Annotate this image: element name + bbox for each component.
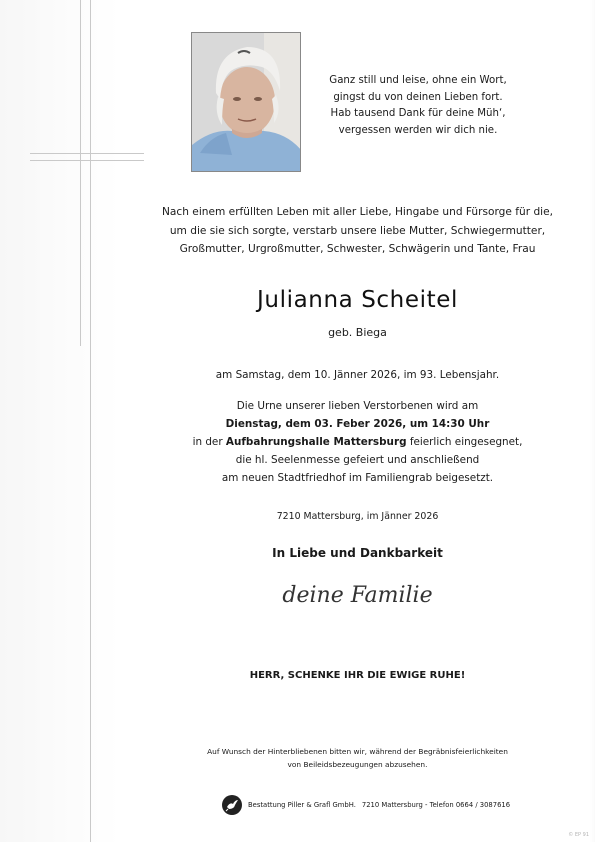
dove-icon <box>222 795 242 815</box>
note-line: von Beileidsbezeugungen abzusehen. <box>287 760 428 769</box>
condolence-note <box>120 745 595 771</box>
poem-line: Ganz still und leise, ohne ein Wort, <box>329 75 507 86</box>
poem <box>318 73 518 139</box>
funeral-line: die hl. Seelenmesse gefeiert und anschließend <box>235 454 480 466</box>
poem-line: gingst du von deinen Lieben fort. <box>333 91 503 103</box>
intro-line: Nach einem erfüllten Leben mit aller Liebe, Hingabe und Fürsorge für die, <box>161 206 553 218</box>
cross-horizontal-line <box>30 153 144 154</box>
poem-line: Hab tausend Dank für deine Müh‘, <box>330 108 506 119</box>
portrait-photo <box>191 32 301 172</box>
funeral-line: Die Urne unserer lieben Verstorbenen wird am <box>236 400 479 412</box>
death-date: am Samstag, dem 10. Jänner 2026, im 93. Lebensjahr. <box>215 369 500 381</box>
cross-vertical-line <box>80 0 81 346</box>
intro-line: um die sie sich sorgte, verstarb unsere liebe Mutter, Schwiegermutter, <box>169 224 546 237</box>
funeral-venue: Aufbahrungshalle Mattersburg <box>225 436 407 448</box>
funeral-line: am neuen Stadtfriedhof im Familiengrab beigesetzt. <box>221 472 494 484</box>
funeral-date-time: Dienstag, dem 03. Feber 2026, um 14:30 Uhr <box>225 418 490 430</box>
cross-horizontal-line-lower <box>30 160 144 161</box>
place-date: 7210 Mattersburg, im Jänner 2026 <box>276 511 439 522</box>
watermark: © EP 91 <box>568 832 589 838</box>
funeral-home-footer <box>222 794 522 816</box>
funeral-home-address: 7210 Mattersburg - Telefon 0664 / 3087616 <box>361 801 511 809</box>
maiden-name: geb. Biega <box>328 326 387 339</box>
intro-line: Großmutter, Urgroßmutter, Schwester, Schwägerin und Tante, Frau <box>179 243 536 255</box>
cross-vertical-line-long <box>90 0 91 842</box>
venue-suffix: feierlich eingesegnet, <box>409 436 523 448</box>
intro-text <box>120 203 595 259</box>
closing-love: In Liebe und Dankbarkeit <box>272 546 443 560</box>
funeral-venue-line <box>120 433 595 451</box>
prayer-line: HERR, SCHENKE IHR DIE EWIGE RUHE! <box>249 670 466 681</box>
deceased-name: Julianna Scheitel <box>257 287 458 313</box>
poem-line: vergessen werden wir dich nie. <box>338 124 498 136</box>
funeral-home-name: Bestattung Piller & Grafl GmbH. <box>248 801 356 809</box>
note-line: Auf Wunsch der Hinterbliebenen bitten wir, während der Begräbnisfeierlichkeiten <box>207 747 508 756</box>
venue-prefix: in der <box>192 436 223 448</box>
closing-family-signature: deine Familie <box>282 583 433 608</box>
funeral-details <box>120 397 595 487</box>
